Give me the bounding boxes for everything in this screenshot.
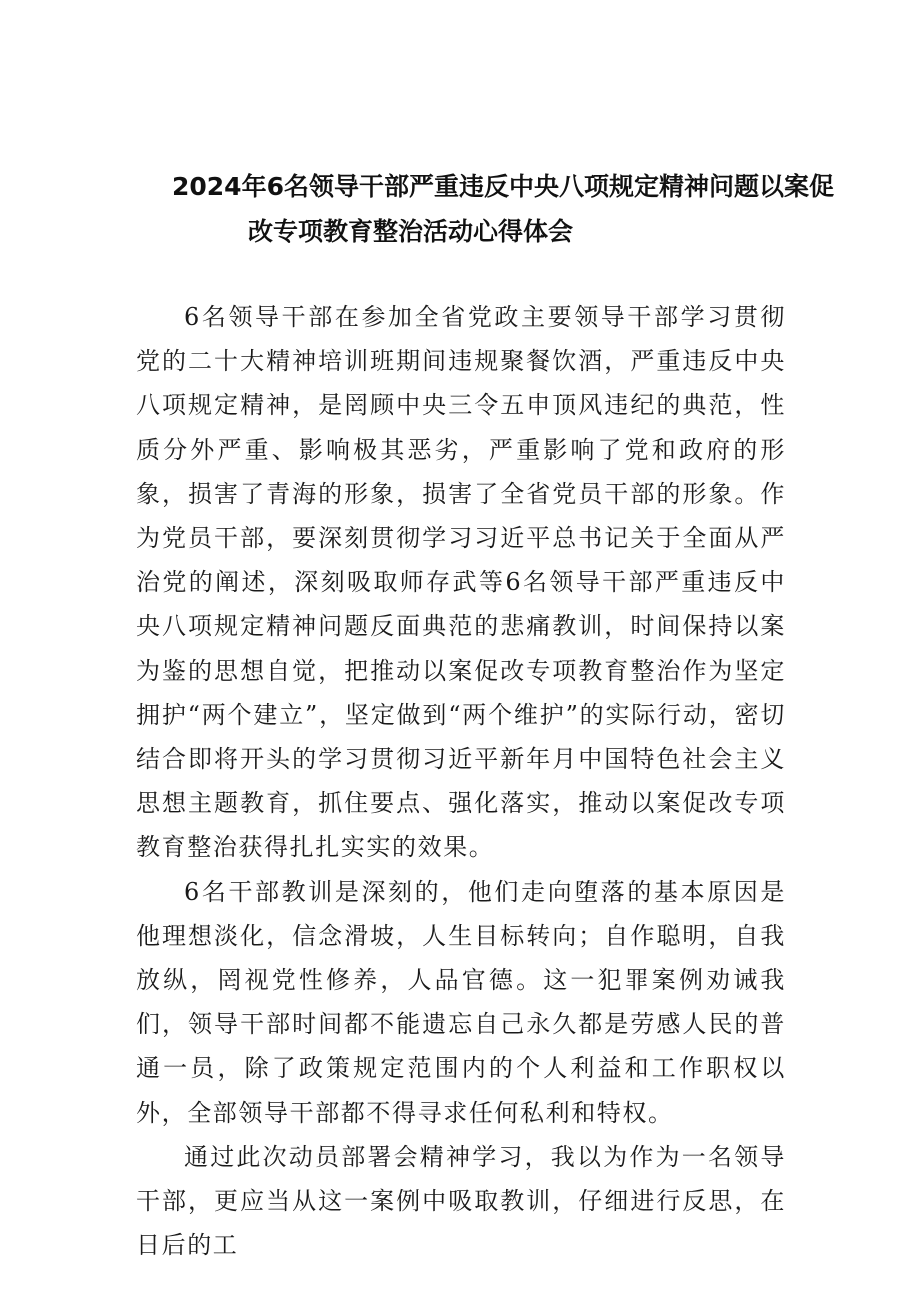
document-title (140, 164, 834, 254)
paragraph-1: 6名领导干部在参加全省党政主要领导干部学习贯彻党的二十大精神培训班期间违规聚餐饮酒，严重违反中央八项规定精神，是罔顾中央三令五申顶风违纪的典范，性质分外严重、影响极其恶劣，严重影响了党和政府的形象，损害了青海的形象，损害了全省党员干部的形象。作为党员干部，要深刻贯彻学习习近平总书记关于全面从严治党的阐述，深刻吸取师存武等6名领导干部严重违反中央八项规定精神问题反面典范的悲痛教训，时间保持以案为鉴的思想自觉，把推动以案促改专项教育整治作为坚定拥护“两个建立”，坚定做到“两个维护”的实际行动，密切结合即将开头的学习贯彻习近平新年月中国特色社会主义思想主题教育，抓住要点、强化落实，推动以案促改专项教育整治获得扎扎实实的效果。 (136, 303, 786, 862)
title-line-2: 改专项教育整治活动心得体会 (248, 217, 574, 246)
paragraph-3: 通过此次动员部署会精神学习，我以为作为一名领导干部，更应当从这一案例中吸取教训，仔细进行反思，在日后的工 (136, 1142, 786, 1260)
paragraph-2: 6名干部教训是深刻的，他们走向堕落的基本原因是他理想淡化，信念滑坡，人生目标转向；自作聪明，自我放纵，罔视党性修养，人品官德。这一犯罪案例劝诫我们，领导干部时间都不能遗忘自己永久都是劳感人民的普通一员，除了政策规定范围内的个人利益和工作职权以外，全部领导干部都不得寻求任何私利和特权。 (136, 877, 786, 1127)
title-line-1: 2024年6名领导干部严重违反中央八项规定精神问题以案促 (172, 172, 834, 201)
document-body (136, 295, 786, 1267)
